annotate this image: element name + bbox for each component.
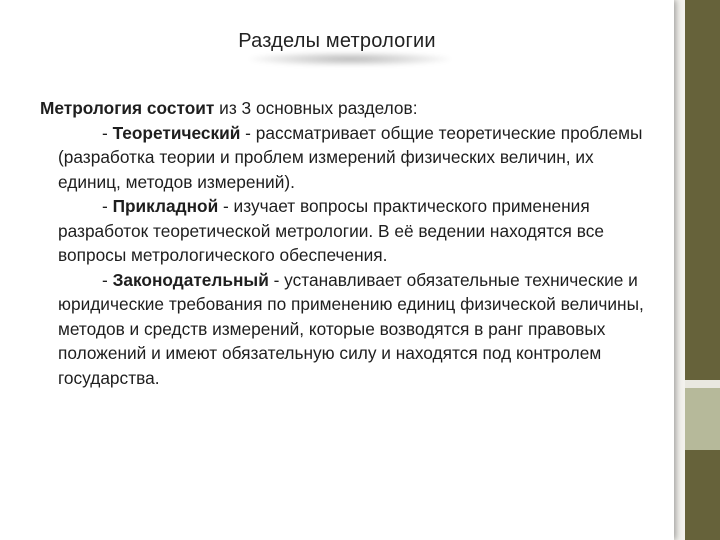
section-dash: - (102, 122, 113, 143)
section-dash: - (102, 269, 113, 290)
accent-bar-gap (685, 380, 720, 388)
section-text: - устанавливает обязательные технические и юридические требования по применению единиц физической величины, методов и средств измерений, которые возводятся в ранг правовых положений и имеют обязательную силу и находятся под контролем государства. (58, 269, 644, 388)
section-name: Законодательный (112, 269, 269, 290)
section-theoretical (40, 121, 660, 195)
intro-paragraph (40, 96, 660, 121)
section-applied (40, 194, 660, 268)
accent-bar-top (685, 0, 720, 380)
section-text: - рассматривает общие теоретические проблемы (разработка теории и проблем измерений физических величин, их единиц, методов измерений). (58, 122, 643, 192)
section-name: Теоретический (112, 122, 241, 143)
section-name: Прикладной (112, 196, 219, 216)
title-shadow (250, 52, 450, 66)
accent-bar-bottom (685, 450, 720, 540)
accent-bar-light (685, 388, 720, 450)
intro-bold: Метрология состоит (40, 98, 215, 118)
section-dash: - (102, 196, 113, 216)
slide-body (40, 96, 660, 390)
section-legislative (40, 268, 660, 391)
intro-text: из 3 основных разделов: (214, 98, 418, 118)
section-text: - изучает вопросы практического применения разработок теоретической метрологии. В её ведении находятся все вопросы метрологического обеспечения. (58, 196, 604, 265)
slide-title: Разделы метрологии (238, 30, 436, 52)
